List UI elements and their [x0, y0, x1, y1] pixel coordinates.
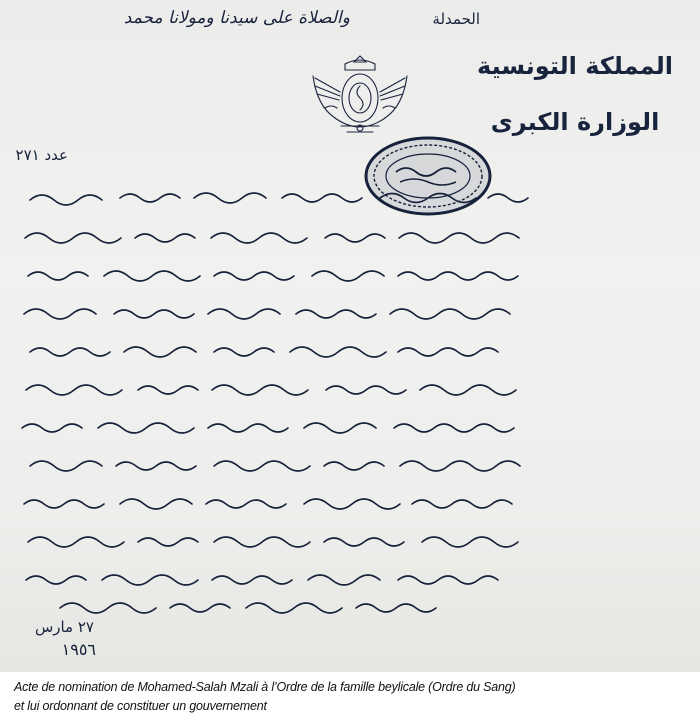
- year: ١٩٥٦: [61, 640, 96, 659]
- invocation-text: والصلاة على سيدنا ومولانا محمد: [123, 8, 350, 28]
- letterhead-kingdom: المملكة التونسية: [477, 52, 673, 80]
- side-note: الحمدلة: [432, 10, 480, 28]
- caption: [14, 678, 694, 716]
- caption-line-2: et lui ordonnant de constituer un gouvernement: [14, 699, 267, 713]
- coat-of-arms-emblem: [305, 48, 415, 140]
- date-numeric: ٢٧ مارس: [34, 618, 94, 636]
- handwritten-body: [0, 180, 700, 620]
- reference-number: عدد ٢٧١: [15, 146, 68, 164]
- letterhead-ministry: الوزارة الكبرى: [490, 108, 660, 136]
- caption-line-1: Acte de nomination de Mohamed-Salah Mzali à l’Ordre de la famille beylicale (Ordre du Sang): [14, 680, 516, 694]
